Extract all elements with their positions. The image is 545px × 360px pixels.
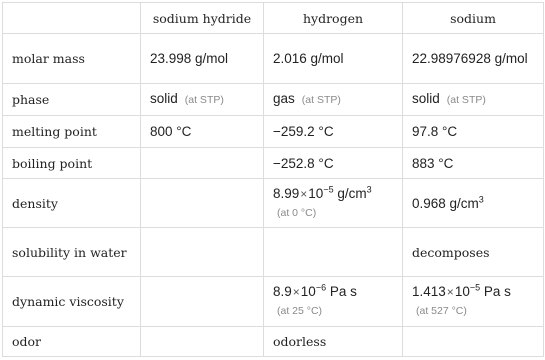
sodium-melting-point: 97.8 °C <box>403 116 544 148</box>
hydrogen-viscosity-exponent: −6 <box>315 282 327 293</box>
header-sodium: sodium <box>403 3 544 34</box>
properties-table <box>2 2 544 357</box>
sodium-hydride-boiling-point <box>141 148 264 179</box>
row-boiling-point <box>3 148 544 179</box>
hydrogen-viscosity-note: (at 25 °C) <box>277 305 323 317</box>
hydrogen-density-unit-exponent: 3 <box>366 184 372 194</box>
hydrogen-solubility <box>264 228 403 277</box>
sodium-hydride-melting-point: 800 °C <box>141 116 264 148</box>
label-phase: phase <box>3 84 141 116</box>
sodium-viscosity-times: × <box>446 285 454 299</box>
sodium-viscosity-base: 10 <box>454 284 470 299</box>
hydrogen-density-unit: g/cm <box>337 185 367 201</box>
label-odor: odor <box>3 327 141 357</box>
hydrogen-density-times: × <box>300 186 308 201</box>
hydrogen-viscosity-times: × <box>292 285 300 299</box>
sodium-density-value: 0.968 g/cm <box>412 195 479 211</box>
label-viscosity: dynamic viscosity <box>3 277 141 327</box>
row-odor <box>3 327 544 357</box>
sodium-hydride-solubility <box>141 228 264 277</box>
sodium-viscosity-unit: Pa s <box>483 284 511 299</box>
sodium-hydride-viscosity <box>141 277 264 327</box>
hydrogen-density-note: (at 0 °C) <box>277 206 317 219</box>
row-solubility <box>3 228 544 277</box>
row-molar-mass <box>3 34 544 84</box>
row-viscosity <box>3 277 544 327</box>
hydrogen-density-exponent: −5 <box>323 184 334 194</box>
hydrogen-odor: odorless <box>264 327 403 357</box>
sodium-molar-mass: 22.98976928 g/mol <box>403 34 544 84</box>
sodium-phase-note: (at STP) <box>446 94 486 106</box>
header-corner <box>3 3 141 34</box>
header-sodium-hydride: sodium hydride <box>141 3 264 34</box>
hydrogen-density-base: 10 <box>308 185 324 201</box>
label-molar-mass: molar mass <box>3 34 141 84</box>
hydrogen-density-mantissa: 8.99 <box>273 185 300 201</box>
sodium-viscosity-note: (at 527 °C) <box>416 305 467 317</box>
sodium-hydride-odor <box>141 327 264 357</box>
hydrogen-melting-point: −259.2 °C <box>264 116 403 148</box>
sodium-hydride-phase-note: (at STP) <box>184 94 224 106</box>
header-row <box>3 3 544 34</box>
hydrogen-density <box>264 179 403 228</box>
sodium-boiling-point: 883 °C <box>403 148 544 179</box>
sodium-viscosity-mantissa: 1.413 <box>412 284 446 299</box>
sodium-viscosity-exponent: −5 <box>469 282 481 293</box>
label-melting-point: melting point <box>3 116 141 148</box>
sodium-solubility: decomposes <box>403 228 544 277</box>
sodium-hydride-phase-value: solid <box>150 91 178 106</box>
row-melting-point <box>3 116 544 148</box>
hydrogen-phase-note: (at STP) <box>301 94 341 106</box>
sodium-hydride-phase <box>141 84 264 116</box>
sodium-odor <box>403 327 544 357</box>
label-density: density <box>3 179 141 228</box>
header-hydrogen: hydrogen <box>264 3 403 34</box>
hydrogen-viscosity <box>264 277 403 327</box>
label-boiling-point: boiling point <box>3 148 141 179</box>
hydrogen-phase <box>264 84 403 116</box>
sodium-viscosity <box>403 277 544 327</box>
sodium-phase-value: solid <box>412 91 440 106</box>
hydrogen-boiling-point: −252.8 °C <box>264 148 403 179</box>
sodium-hydride-molar-mass: 23.998 g/mol <box>141 34 264 84</box>
hydrogen-molar-mass: 2.016 g/mol <box>264 34 403 84</box>
sodium-density <box>403 179 544 228</box>
row-density <box>3 179 544 228</box>
hydrogen-viscosity-mantissa: 8.9 <box>273 284 292 299</box>
hydrogen-phase-value: gas <box>273 91 295 106</box>
row-phase <box>3 84 544 116</box>
label-solubility: solubility in water <box>3 228 141 277</box>
sodium-phase <box>403 84 544 116</box>
hydrogen-viscosity-base: 10 <box>300 284 316 299</box>
sodium-hydride-density <box>141 179 264 228</box>
sodium-density-unit-exponent: 3 <box>478 194 484 204</box>
hydrogen-viscosity-unit: Pa s <box>329 284 357 299</box>
